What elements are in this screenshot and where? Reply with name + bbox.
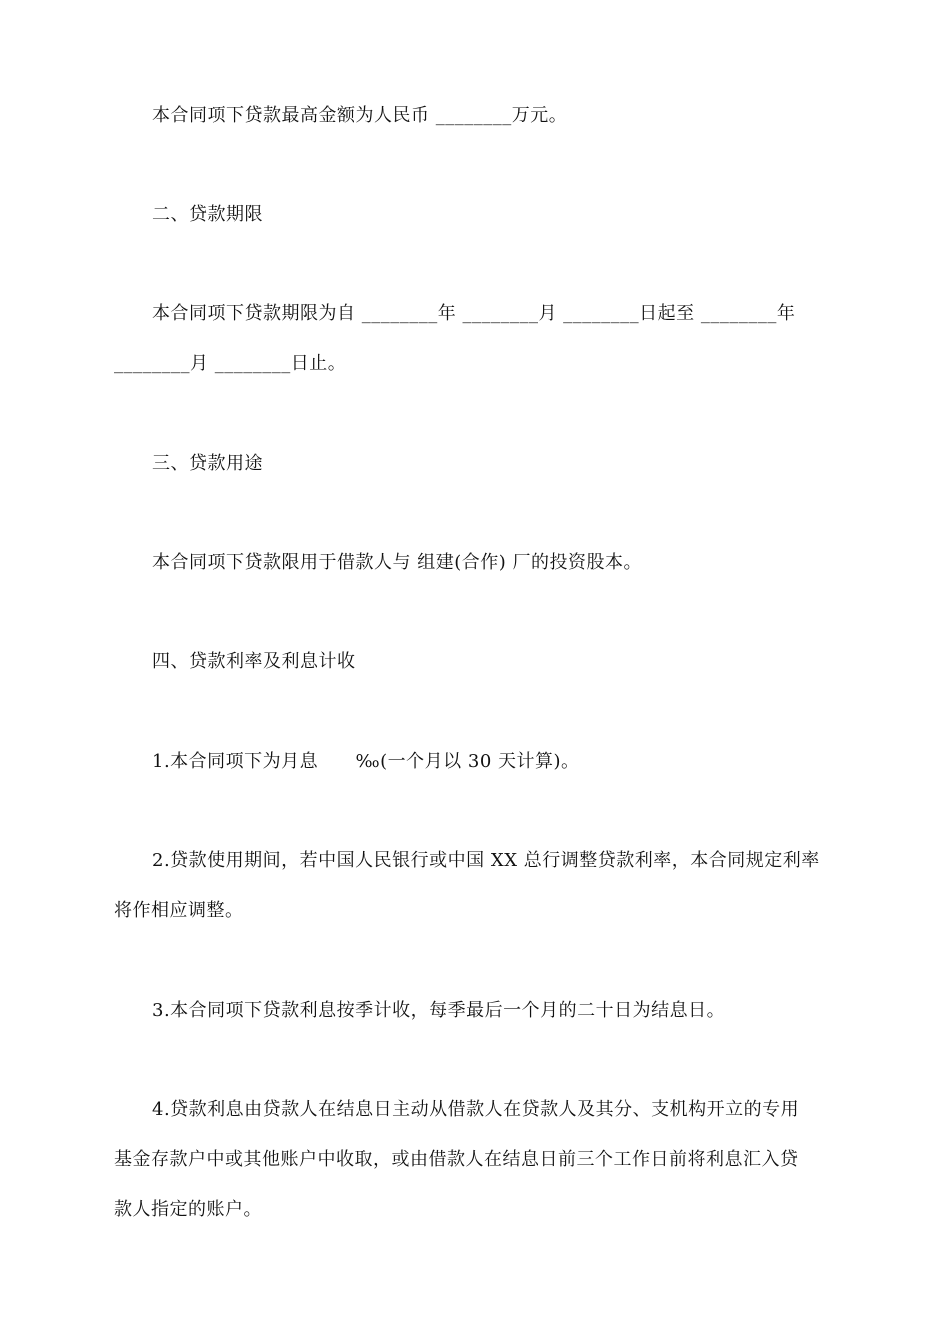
loan-purpose-text: 本合同项下贷款限用于借款人与 组建(合作) 厂的投资股本。 [152, 552, 642, 573]
section-heading-interest-rate: 四、贷款利率及利息计收 [152, 651, 356, 672]
loan-term-text-line-2: ________月 ________日止。 [114, 353, 347, 374]
loan-term-text-line-1: 本合同项下贷款期限为自 ________年 ________月 ________日起至 ________年 [152, 303, 796, 324]
interest-clause-2-line-2: 将作相应调整。 [114, 900, 244, 921]
loan-max-amount-text: 本合同项下贷款最高金额为人民币 ________万元。 [152, 105, 568, 126]
interest-clause-4-line-3: 款人指定的账户。 [114, 1199, 262, 1220]
interest-clause-2-line-1: 2.贷款使用期间，若中国人民银行或中国 XX 总行调整贷款利率，本合同规定利率 [152, 850, 820, 871]
section-heading-loan-purpose: 三、贷款用途 [152, 453, 263, 474]
interest-clause-3: 3.本合同项下贷款利息按季计收，每季最后一个月的二十日为结息日。 [152, 1000, 726, 1021]
interest-clause-1: 1.本合同项下为月息 ‰(一个月以 30 天计算)。 [152, 751, 580, 772]
interest-clause-4-line-2: 基金存款户中或其他账户中收取，或由借款人在结息日前三个工作日前将利息汇入贷 [114, 1149, 799, 1170]
section-heading-loan-term: 二、贷款期限 [152, 204, 263, 225]
interest-clause-4-line-1: 4.贷款利息由贷款人在结息日主动从借款人在贷款人及其分、支机构开立的专用 [152, 1099, 800, 1120]
